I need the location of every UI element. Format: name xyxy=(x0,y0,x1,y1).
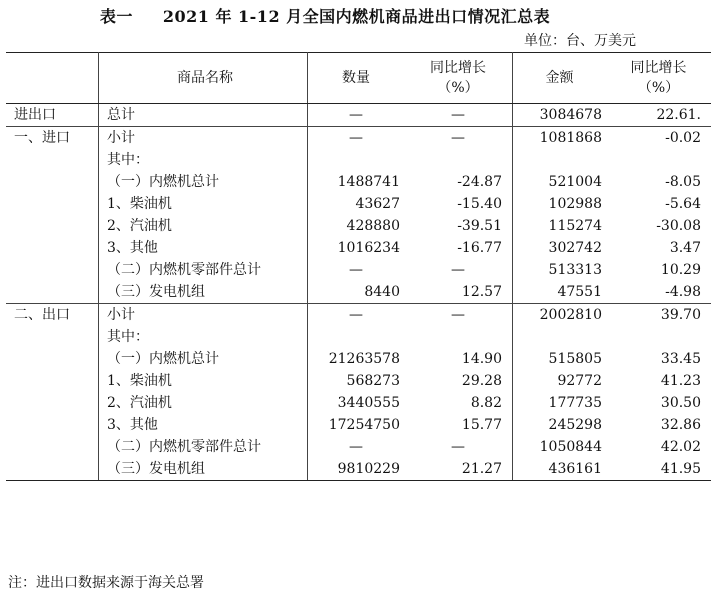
row-qty-yoy xyxy=(410,149,513,171)
row-qty-yoy: 15.77 xyxy=(410,414,513,436)
row-quantity: 568273 xyxy=(346,373,400,389)
row-amt-yoy: 3.47 xyxy=(669,240,701,256)
table-row xyxy=(6,193,711,215)
row-name: （一）内燃机总计 xyxy=(99,171,308,193)
row-qty-yoy: 12.57 xyxy=(410,281,513,304)
row-name: 3、其他 xyxy=(99,414,308,436)
row-name: 其中： xyxy=(99,326,308,348)
row-amt-yoy: 41.23 xyxy=(660,373,701,389)
header-name: 商品名称 xyxy=(99,53,308,104)
row-amount: 513313 xyxy=(548,262,602,278)
table-row xyxy=(6,392,711,414)
row-name: 3、其他 xyxy=(99,237,308,259)
row-quantity: 17254750 xyxy=(328,417,400,433)
row-amt-yoy: 22.61. xyxy=(612,104,711,127)
row-section xyxy=(6,370,99,392)
row-amt-yoy: 33.45 xyxy=(660,351,701,367)
header-section xyxy=(6,53,99,104)
row-section xyxy=(6,348,99,370)
row-quantity xyxy=(308,326,411,348)
row-amount: 102988 xyxy=(548,196,602,212)
row-amt-yoy: 42.02 xyxy=(660,439,701,455)
table-row xyxy=(6,259,711,281)
row-amt-yoy: -8.05 xyxy=(665,174,701,190)
table-row xyxy=(6,304,711,327)
row-amount: 245298 xyxy=(548,417,602,433)
row-section xyxy=(6,193,99,215)
row-amt-yoy: 32.86 xyxy=(660,417,701,433)
row-amt-yoy: 39.70 xyxy=(612,304,711,327)
row-section xyxy=(6,237,99,259)
row-quantity: 43627 xyxy=(355,196,400,212)
table-title xyxy=(0,4,650,27)
table-row xyxy=(6,436,711,458)
row-amt-yoy: -5.64 xyxy=(665,196,701,212)
row-quantity: 1016234 xyxy=(337,240,400,256)
row-quantity: — xyxy=(349,439,363,455)
row-name: 1、柴油机 xyxy=(99,193,308,215)
table-row xyxy=(6,149,711,171)
row-section xyxy=(6,149,99,171)
row-section xyxy=(6,215,99,237)
row-quantity: 1488741 xyxy=(337,174,400,190)
table-title-text: 2021 年 1-12 月全国内燃机商品进出口情况汇总表 xyxy=(162,7,551,26)
row-section xyxy=(6,414,99,436)
table-row xyxy=(6,458,711,481)
row-name: 小计 xyxy=(99,304,308,327)
row-section: 一、进口 xyxy=(6,127,99,150)
row-qty-yoy: — xyxy=(410,259,513,281)
row-amount: 1050844 xyxy=(539,439,602,455)
row-amount: 1081868 xyxy=(513,127,613,150)
row-quantity: — xyxy=(308,304,411,327)
table-row xyxy=(6,127,711,150)
header-amount: 金额 xyxy=(513,53,613,104)
row-section xyxy=(6,392,99,414)
row-amount xyxy=(513,149,613,171)
row-amount: 47551 xyxy=(557,284,602,300)
row-amt-yoy: 10.29 xyxy=(660,262,701,278)
row-quantity: 428880 xyxy=(346,218,400,234)
row-quantity: — xyxy=(308,127,411,150)
row-amount xyxy=(513,326,613,348)
row-name: 小计 xyxy=(99,127,308,150)
row-qty-yoy: -39.51 xyxy=(410,215,513,237)
row-amount: 521004 xyxy=(548,174,602,190)
row-qty-yoy: 8.82 xyxy=(410,392,513,414)
row-amt-yoy xyxy=(612,149,711,171)
row-quantity: — xyxy=(349,262,363,278)
row-amt-yoy: 30.50 xyxy=(660,395,701,411)
row-qty-yoy: -24.87 xyxy=(410,171,513,193)
row-name: （一）内燃机总计 xyxy=(99,348,308,370)
table-row xyxy=(6,171,711,193)
row-quantity: 21263578 xyxy=(328,351,400,367)
row-section xyxy=(6,281,99,304)
row-amount: 2002810 xyxy=(513,304,613,327)
row-section xyxy=(6,458,99,481)
table-row xyxy=(6,348,711,370)
row-name: 总计 xyxy=(99,104,308,127)
row-qty-yoy xyxy=(410,326,513,348)
row-name: 2、汽油机 xyxy=(99,392,308,414)
row-name: 2、汽油机 xyxy=(99,215,308,237)
row-qty-yoy: 14.90 xyxy=(410,348,513,370)
header-qty-yoy: 同比增长（%） xyxy=(410,53,513,104)
row-qty-yoy: — xyxy=(410,127,513,150)
row-amt-yoy: 41.95 xyxy=(612,458,711,481)
row-amount: 515805 xyxy=(548,351,602,367)
row-name: （二）内燃机零部件总计 xyxy=(99,259,308,281)
row-name: 1、柴油机 xyxy=(99,370,308,392)
row-name: （三）发电机组 xyxy=(99,281,308,304)
row-amt-yoy: -30.08 xyxy=(656,218,701,234)
row-section xyxy=(6,259,99,281)
table-row xyxy=(6,370,711,392)
row-name: 其中： xyxy=(99,149,308,171)
header-quantity: 数量 xyxy=(308,53,411,104)
row-amount: 92772 xyxy=(557,373,602,389)
table-row xyxy=(6,215,711,237)
row-section: 二、出口 xyxy=(6,304,99,327)
row-qty-yoy: — xyxy=(410,104,513,127)
row-qty-yoy: 29.28 xyxy=(410,370,513,392)
row-qty-yoy: 21.27 xyxy=(410,458,513,481)
row-amount: 302742 xyxy=(548,240,602,256)
row-quantity: — xyxy=(308,104,411,127)
row-section: 进出口 xyxy=(6,104,99,127)
row-quantity: 9810229 xyxy=(308,458,411,481)
table-row xyxy=(6,237,711,259)
row-name: （二）内燃机零部件总计 xyxy=(99,436,308,458)
table-row xyxy=(6,104,711,127)
row-amount: 3084678 xyxy=(513,104,613,127)
row-section xyxy=(6,171,99,193)
unit-label: 单位：台、万美元 xyxy=(524,33,636,49)
row-quantity: 3440555 xyxy=(337,395,400,411)
row-qty-yoy: -15.40 xyxy=(410,193,513,215)
table-body xyxy=(6,104,711,481)
table-row xyxy=(6,281,711,304)
header-row xyxy=(6,53,711,104)
summary-table xyxy=(6,52,711,481)
footnote: 注：进出口数据来源于海关总署 xyxy=(8,575,204,591)
row-amt-yoy: -4.98 xyxy=(665,284,701,300)
row-amt-yoy: -0.02 xyxy=(612,127,711,150)
row-quantity xyxy=(308,149,411,171)
row-section xyxy=(6,326,99,348)
table-row xyxy=(6,326,711,348)
row-name: （三）发电机组 xyxy=(99,458,308,481)
row-qty-yoy: — xyxy=(410,436,513,458)
table-row xyxy=(6,414,711,436)
row-qty-yoy: — xyxy=(410,304,513,327)
row-qty-yoy: -16.77 xyxy=(410,237,513,259)
row-amount: 436161 xyxy=(513,458,613,481)
row-section xyxy=(6,436,99,458)
row-amount: 177735 xyxy=(548,395,602,411)
header-amt-yoy: 同比增长（%） xyxy=(612,53,711,104)
row-amt-yoy xyxy=(612,326,711,348)
table-number: 表一 xyxy=(99,7,133,26)
row-amount: 115274 xyxy=(548,218,602,234)
row-quantity: 8440 xyxy=(364,284,400,300)
